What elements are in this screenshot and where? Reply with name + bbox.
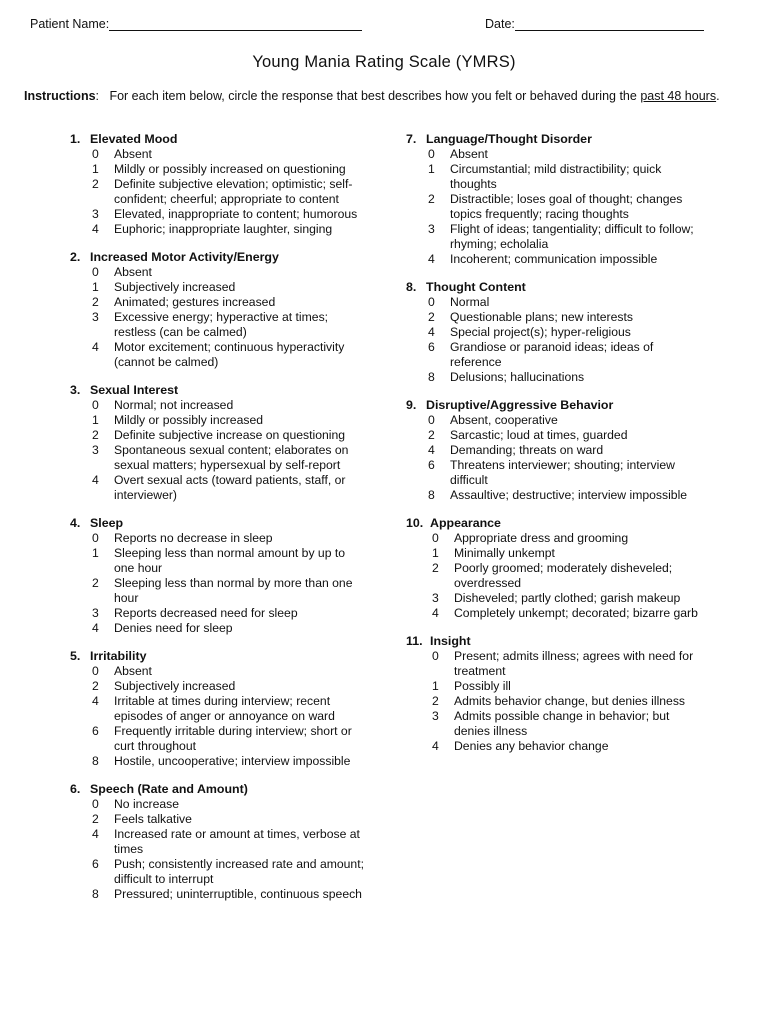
response-text: Distractible; loses goal of thought; changes topics frequently; racing thoughts — [450, 192, 683, 221]
response-score[interactable]: 0 — [92, 398, 99, 412]
response-option[interactable] — [70, 177, 365, 207]
response-score[interactable]: 2 — [428, 310, 435, 324]
item-title: Language/Thought Disorder — [426, 132, 592, 146]
item-heading — [406, 516, 706, 531]
response-text: Elevated, inappropriate to content; humorous — [114, 207, 358, 221]
response-text: Admits possible change in behavior; but denies illness — [454, 709, 670, 738]
page-title: Young Mania Rating Scale (YMRS) — [252, 53, 516, 71]
item-title: Increased Motor Activity/Energy — [90, 250, 279, 264]
response-text: Circumstantial; mild distractibility; quick thoughts — [450, 162, 662, 191]
response-text: Absent, cooperative — [450, 413, 558, 427]
item-heading — [70, 132, 365, 147]
response-option[interactable] — [70, 340, 365, 370]
instructions-period: . — [716, 89, 720, 103]
response-text: Subjectively increased — [114, 679, 236, 693]
response-option[interactable] — [70, 724, 365, 754]
item-heading — [70, 516, 365, 531]
response-option[interactable] — [70, 473, 365, 503]
response-text: Absent — [114, 147, 152, 161]
response-text: Questionable plans; new interests — [450, 310, 633, 324]
instructions: Instructions: For each item below, circle the response that best describes how you felt or behaved during the past 48 hours. — [24, 89, 720, 103]
response-score[interactable]: 2 — [432, 694, 439, 708]
item-number: 6. — [70, 782, 81, 796]
response-option[interactable] — [406, 458, 706, 488]
response-option[interactable] — [406, 192, 706, 222]
response-option[interactable] — [70, 280, 365, 295]
item-title: Irritability — [90, 649, 147, 663]
item-number: 2. — [70, 250, 81, 264]
response-text: Euphoric; inappropriate laughter, singing — [114, 222, 333, 236]
response-option[interactable] — [406, 739, 706, 754]
response-text: Feels talkative — [114, 812, 192, 826]
response-text: Mildly or possibly increased on questioning — [114, 162, 346, 176]
response-option[interactable] — [406, 649, 706, 679]
response-option[interactable] — [70, 694, 365, 724]
response-option[interactable] — [70, 606, 365, 621]
response-score[interactable]: 1 — [92, 546, 99, 560]
response-score[interactable]: 0 — [92, 797, 99, 811]
response-text: Absent — [114, 265, 152, 279]
response-option[interactable] — [406, 488, 706, 503]
right-column — [406, 132, 706, 767]
response-option[interactable] — [70, 207, 365, 222]
response-score[interactable]: 4 — [92, 222, 99, 236]
response-text: Delusions; hallucinations — [450, 370, 585, 384]
response-option[interactable] — [70, 827, 365, 857]
response-score[interactable]: 1 — [92, 413, 99, 427]
scale-item — [70, 250, 365, 370]
response-score[interactable]: 4 — [428, 252, 435, 266]
response-text: Absent — [114, 664, 152, 678]
item-title: Insight — [430, 634, 471, 648]
response-score[interactable]: 0 — [432, 531, 439, 545]
item-number: 5. — [70, 649, 81, 663]
response-option[interactable] — [70, 812, 365, 827]
response-score[interactable]: 0 — [92, 531, 99, 545]
response-text: Poorly groomed; moderately disheveled; overdressed — [454, 561, 673, 590]
response-option[interactable] — [70, 265, 365, 280]
response-option[interactable] — [406, 252, 706, 267]
response-option[interactable] — [70, 398, 365, 413]
response-option[interactable] — [70, 443, 365, 473]
response-score[interactable]: 4 — [432, 606, 439, 620]
response-score[interactable]: 4 — [92, 621, 99, 635]
response-score[interactable]: 3 — [432, 709, 439, 723]
response-text: Completely unkempt; decorated; bizarre garb — [454, 606, 698, 620]
scale-item — [406, 516, 706, 621]
response-text: Demanding; threats on ward — [450, 443, 604, 457]
scale-item — [406, 398, 706, 503]
response-score[interactable]: 1 — [432, 679, 439, 693]
response-option[interactable] — [406, 606, 706, 621]
item-title: Speech (Rate and Amount) — [90, 782, 248, 796]
response-option[interactable] — [70, 222, 365, 237]
response-text: Present; admits illness; agrees with need for treatment — [454, 649, 694, 678]
item-title: Elevated Mood — [90, 132, 178, 146]
response-text: Pressured; uninterruptible, continuous speech — [114, 887, 362, 901]
item-number: 4. — [70, 516, 81, 530]
response-option[interactable] — [406, 546, 706, 561]
response-text: Spontaneous sexual content; elaborates on sexual matters; hypersexual by self-report — [114, 443, 349, 472]
response-option[interactable] — [406, 709, 706, 739]
response-score[interactable]: 2 — [92, 428, 99, 442]
scale-item — [406, 634, 706, 754]
response-score[interactable]: 0 — [92, 147, 99, 161]
response-option[interactable] — [70, 531, 365, 546]
response-option[interactable] — [70, 621, 365, 636]
response-score[interactable]: 0 — [428, 295, 435, 309]
item-number: 1. — [70, 132, 81, 146]
response-score[interactable]: 1 — [428, 162, 435, 176]
response-text: Denies need for sleep — [114, 621, 233, 635]
scale-item — [70, 782, 365, 902]
response-text: Minimally unkempt — [454, 546, 555, 560]
item-title: Disruptive/Aggressive Behavior — [426, 398, 614, 412]
response-option[interactable] — [406, 310, 706, 325]
item-heading — [70, 250, 365, 265]
response-option[interactable] — [406, 325, 706, 340]
response-text: Denies any behavior change — [454, 739, 609, 753]
response-score[interactable]: 4 — [432, 739, 439, 753]
response-score[interactable]: 8 — [428, 370, 435, 384]
response-score[interactable]: 0 — [432, 649, 439, 663]
item-number: 10. — [406, 516, 424, 530]
response-option[interactable] — [406, 162, 706, 192]
response-option[interactable] — [70, 857, 365, 887]
date-row — [485, 17, 704, 31]
response-text: Normal; not increased — [114, 398, 234, 412]
response-option[interactable] — [406, 428, 706, 443]
response-score[interactable]: 2 — [92, 295, 99, 309]
response-text: No increase — [114, 797, 180, 811]
response-text: Normal — [450, 295, 490, 309]
item-heading — [406, 132, 706, 147]
response-option[interactable] — [406, 561, 706, 591]
response-option[interactable] — [406, 222, 706, 252]
response-score[interactable]: 6 — [92, 724, 99, 738]
response-text: Threatens interviewer; shouting; interview difficult — [450, 458, 675, 487]
response-text: Incoherent; communication impossible — [450, 252, 658, 266]
left-column — [70, 132, 365, 915]
response-score[interactable]: 1 — [92, 280, 99, 294]
response-score[interactable]: 2 — [432, 561, 439, 575]
response-score[interactable]: 0 — [92, 664, 99, 678]
response-score[interactable]: 4 — [92, 694, 99, 708]
response-option[interactable] — [406, 679, 706, 694]
response-option[interactable] — [70, 295, 365, 310]
response-option[interactable] — [70, 797, 365, 812]
response-score[interactable]: 4 — [428, 443, 435, 457]
response-score[interactable]: 2 — [428, 192, 435, 206]
item-heading — [406, 634, 706, 649]
response-score[interactable]: 2 — [92, 679, 99, 693]
item-number: 9. — [406, 398, 417, 412]
response-option[interactable] — [70, 576, 365, 606]
response-text: Definite subjective increase on questioning — [114, 428, 346, 442]
response-option[interactable] — [70, 664, 365, 679]
response-text: Sarcastic; loud at times, guarded — [450, 428, 628, 442]
response-option[interactable] — [70, 147, 365, 162]
response-text: Animated; gestures increased — [114, 295, 276, 309]
patient-name-row — [30, 17, 362, 31]
response-score[interactable]: 3 — [92, 606, 99, 620]
response-text: Admits behavior change, but denies illness — [454, 694, 686, 708]
response-score[interactable]: 8 — [92, 754, 99, 768]
item-number: 8. — [406, 280, 417, 294]
response-score[interactable]: 6 — [428, 458, 435, 472]
response-text: Hostile, uncooperative; interview impossible — [114, 754, 351, 768]
response-text: Sleeping less than normal amount by up to one hour — [114, 546, 346, 575]
scale-item — [406, 280, 706, 385]
response-score[interactable]: 6 — [92, 857, 99, 871]
item-heading — [70, 383, 365, 398]
response-score[interactable]: 2 — [92, 576, 99, 590]
response-score[interactable]: 1 — [92, 162, 99, 176]
patient-name-label: Patient Name: — [30, 17, 110, 31]
scale-item — [70, 649, 365, 769]
patient-name-field[interactable] — [109, 19, 362, 31]
scale-item — [70, 516, 365, 636]
response-option[interactable] — [406, 531, 706, 546]
item-heading — [406, 280, 706, 295]
response-score[interactable]: 3 — [92, 310, 99, 324]
response-score[interactable]: 0 — [428, 147, 435, 161]
item-title: Thought Content — [426, 280, 526, 294]
response-text: Reports no decrease in sleep — [114, 531, 273, 545]
response-text: Increased rate or amount at times, verbose at times — [114, 827, 360, 856]
response-text: Motor excitement; continuous hyperactivity (cannot be calmed) — [114, 340, 345, 369]
response-score[interactable]: 3 — [92, 443, 99, 457]
date-label: Date: — [485, 17, 515, 31]
response-score[interactable]: 3 — [428, 222, 435, 236]
response-option[interactable] — [70, 428, 365, 443]
response-option[interactable] — [70, 546, 365, 576]
item-heading — [406, 398, 706, 413]
response-text: Mildly or possibly increased — [114, 413, 264, 427]
response-text: Sleeping less than normal by more than one hour — [114, 576, 353, 605]
response-score[interactable]: 0 — [428, 413, 435, 427]
response-option[interactable] — [406, 295, 706, 310]
item-number: 7. — [406, 132, 417, 146]
response-score[interactable]: 4 — [428, 325, 435, 339]
response-text: Assaultive; destructive; interview impossible — [450, 488, 688, 502]
scale-item — [70, 383, 365, 503]
response-text: Possibly ill — [454, 679, 511, 693]
response-score[interactable]: 3 — [432, 591, 439, 605]
response-text: Flight of ideas; tangentiality; difficult to follow; rhyming; echolalia — [450, 222, 694, 251]
response-text: Disheveled; partly clothed; garish makeup — [454, 591, 681, 605]
response-option[interactable] — [406, 694, 706, 709]
response-option[interactable] — [406, 591, 706, 606]
response-score[interactable]: 2 — [428, 428, 435, 442]
response-text: Special project(s); hyper-religious — [450, 325, 631, 339]
response-text: Grandiose or paranoid ideas; ideas of reference — [450, 340, 654, 369]
scale-item — [70, 132, 365, 237]
item-title: Sexual Interest — [90, 383, 179, 397]
response-option[interactable] — [406, 340, 706, 370]
response-option[interactable] — [70, 413, 365, 428]
instructions-timeframe: past 48 hours — [640, 89, 717, 103]
response-option[interactable] — [406, 413, 706, 428]
response-option[interactable] — [70, 887, 365, 902]
response-option[interactable] — [70, 162, 365, 177]
response-text: Definite subjective elevation; optimistic; self-confident; cheerful; appropriate to content — [114, 177, 353, 206]
item-number: 11. — [406, 634, 423, 648]
response-text: Overt sexual acts (toward patients, staff, or interviewer) — [114, 473, 346, 502]
item-title: Appearance — [430, 516, 501, 530]
response-option[interactable] — [406, 147, 706, 162]
scale-item — [406, 132, 706, 267]
response-score[interactable]: 4 — [92, 340, 99, 354]
response-score[interactable]: 8 — [92, 887, 99, 901]
response-text: Reports decreased need for sleep — [114, 606, 298, 620]
response-option[interactable] — [70, 310, 365, 340]
item-number: 3. — [70, 383, 81, 397]
response-text: Push; consistently increased rate and amount; difficult to interrupt — [114, 857, 364, 886]
item-heading — [70, 782, 365, 797]
response-score[interactable]: 6 — [428, 340, 435, 354]
response-text: Irritable at times during interview; recent episodes of anger or annoyance on ward — [114, 694, 335, 723]
response-score[interactable]: 4 — [92, 473, 99, 487]
response-text: Absent — [450, 147, 488, 161]
response-option[interactable] — [406, 370, 706, 385]
date-field[interactable] — [515, 19, 704, 31]
response-score[interactable]: 0 — [92, 265, 99, 279]
response-option[interactable] — [70, 679, 365, 694]
item-title: Sleep — [90, 516, 124, 530]
response-option[interactable] — [70, 754, 365, 769]
response-score[interactable]: 2 — [92, 177, 99, 191]
instructions-text: For each item below, circle the response that best describes how you felt or behaved during the — [109, 89, 637, 103]
response-option[interactable] — [406, 443, 706, 458]
response-text: Subjectively increased — [114, 280, 236, 294]
response-text: Frequently irritable during interview; short or curt throughout — [114, 724, 352, 753]
response-score[interactable]: 2 — [92, 812, 99, 826]
response-score[interactable]: 4 — [92, 827, 99, 841]
instructions-label: Instructions — [24, 89, 96, 103]
item-heading — [70, 649, 365, 664]
response-score[interactable]: 8 — [428, 488, 435, 502]
response-text: Appropriate dress and grooming — [454, 531, 629, 545]
response-score[interactable]: 1 — [432, 546, 439, 560]
response-text: Excessive energy; hyperactive at times; restless (can be calmed) — [114, 310, 329, 339]
response-score[interactable]: 3 — [92, 207, 99, 221]
